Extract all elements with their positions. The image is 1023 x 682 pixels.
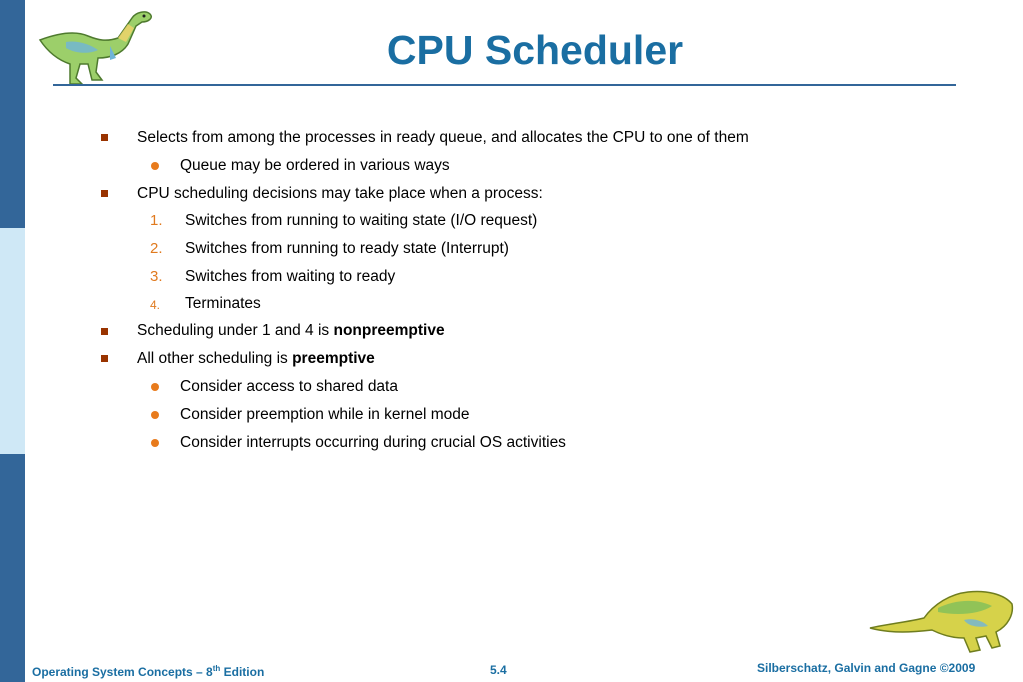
bullet-4 <box>137 350 375 368</box>
bullet-2: CPU scheduling decisions may take place when a process: <box>137 185 543 202</box>
bullet-4-sub: Consider access to shared data <box>180 378 398 395</box>
bullet-1: Selects from among the processes in ready queue, and allocates the CPU to one of them <box>137 129 749 146</box>
square-bullet-icon <box>101 355 108 362</box>
square-bullet-icon <box>101 190 108 197</box>
footer-authors: Silberschatz, Galvin and Gagne ©2009 <box>757 661 976 675</box>
dot-bullet-icon <box>151 411 159 419</box>
dot-bullet-icon <box>151 439 159 447</box>
bullet-3-text: Scheduling under 1 and 4 is <box>137 322 334 339</box>
dot-bullet-icon <box>151 162 159 170</box>
list-number: 4. <box>150 298 161 312</box>
footer-book-title <box>32 664 264 679</box>
square-bullet-icon <box>101 134 108 141</box>
bullet-3 <box>137 322 445 340</box>
bullet-4-sub: Consider interrupts occurring during crucial OS activities <box>180 434 566 451</box>
page-number: 5.4 <box>490 663 507 677</box>
bullet-4-sub: Consider preemption while in kernel mode <box>180 406 470 423</box>
list-number: 2. <box>150 240 163 257</box>
bullet-3-bold: nonpreemptive <box>333 322 445 339</box>
list-number: 1. <box>150 212 163 229</box>
list-item: Switches from running to ready state (Interrupt) <box>185 240 509 257</box>
list-item: Switches from waiting to ready <box>185 268 396 285</box>
dinosaur-icon <box>868 584 1016 656</box>
bullet-4-text: All other scheduling is <box>137 350 293 367</box>
square-bullet-icon <box>101 328 108 335</box>
list-item: Switches from running to waiting state (I/O request) <box>185 212 538 229</box>
dot-bullet-icon <box>151 383 159 391</box>
bullet-4-bold: preemptive <box>292 350 375 367</box>
footer-sup: th <box>212 664 221 673</box>
footer-book-text: Operating System Concepts – 8 <box>32 665 213 679</box>
slide-title: CPU Scheduler <box>386 27 684 73</box>
footer-edition: Edition <box>220 665 265 679</box>
list-number: 3. <box>150 268 163 285</box>
bullet-1-sub: Queue may be ordered in various ways <box>180 157 450 174</box>
list-item: Terminates <box>185 295 261 312</box>
